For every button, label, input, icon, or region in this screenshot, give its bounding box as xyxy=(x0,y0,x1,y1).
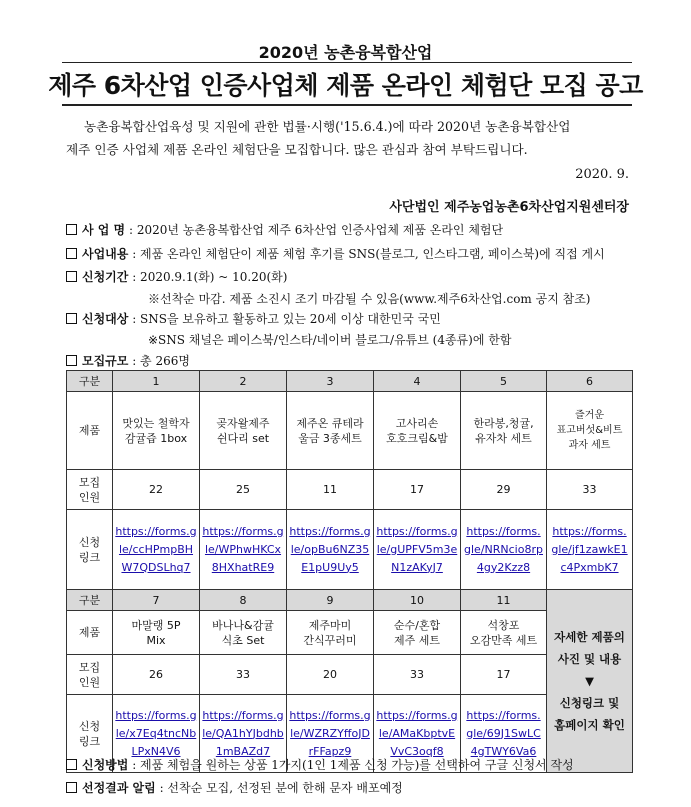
recruit-count: 29 xyxy=(461,470,547,510)
notice-date: 2020. 9. xyxy=(575,167,629,182)
footer-apply-method xyxy=(66,756,574,773)
recruit-count: 26 xyxy=(113,655,200,695)
product-name: 마말랭 5P Mix xyxy=(113,611,200,655)
recruit-count: 20 xyxy=(287,655,374,695)
detail-note-line-1: 자세한 제품의 사진 및 내용 xyxy=(554,630,625,666)
product-name: 맛있는 철학자 감귤즙 1box xyxy=(113,392,200,470)
down-arrow-icon: ▼ xyxy=(585,674,594,688)
footer-label: 선정결과 알림 xyxy=(82,781,156,795)
intro-line-2: 제주 인증 사업체 제품 온라인 체험단을 모집합니다. 많은 관심과 참여 부탁드립니다. xyxy=(66,142,528,157)
product-name: 즐거운 표고버섯&비트 과자 세트 xyxy=(547,392,633,470)
recruit-count: 11 xyxy=(287,470,374,510)
info-value: : 2020년 농촌융복합산업 제주 6차산업 인증사업체 제품 온라인 체험단 xyxy=(128,223,504,237)
product-no: 1 xyxy=(113,371,200,392)
divider-title xyxy=(62,104,632,106)
info-label: 신청대상 xyxy=(82,312,129,326)
checkbox-square-icon xyxy=(66,759,77,770)
product-no: 2 xyxy=(200,371,287,392)
checkbox-square-icon xyxy=(66,313,77,324)
info-label: 모집규모 xyxy=(82,354,129,368)
product-no: 9 xyxy=(287,590,374,611)
info-value: : 총 266명 xyxy=(132,354,190,368)
detail-note-line-2: 신청링크 및 홈페이지 확인 xyxy=(554,696,625,732)
page-title: 제주 6차산업 인증사업체 제품 온라인 체험단 모집 공고 xyxy=(48,71,643,100)
row-label-link: 신청 링크 xyxy=(67,510,113,590)
product-name: 석창포 오감만족 세트 xyxy=(461,611,547,655)
intro-line-1: 농촌융복합산업육성 및 지원에 관한 법률·시행('15.6.4.)에 따라 2020년 농촌융복합산업 xyxy=(84,119,571,134)
product-table xyxy=(66,370,633,773)
intro-paragraph xyxy=(66,115,632,161)
application-link[interactable]: https://forms.gle/NRNcio8rp4gy2Kzz8 xyxy=(461,510,547,590)
row-label-recruit: 모집 인원 xyxy=(67,470,113,510)
product-no: 6 xyxy=(547,371,633,392)
product-no: 7 xyxy=(113,590,200,611)
info-value: : SNS을 보유하고 활동하고 있는 20세 이상 대한민국 국민 xyxy=(132,312,441,326)
subtitle: 2020년 농촌융복합산업 xyxy=(258,43,433,62)
recruit-count: 17 xyxy=(374,470,461,510)
info-label: 신청기간 xyxy=(82,270,129,284)
row-label-link: 신청 링크 xyxy=(67,695,113,773)
application-link[interactable]: https://forms.gle/QA1hYJbdhb1mBAZd7 xyxy=(200,695,287,773)
product-no: 8 xyxy=(200,590,287,611)
product-no: 10 xyxy=(374,590,461,611)
table-header-row-2 xyxy=(67,590,633,611)
period-note: ※선착순 마감. 제품 소진시 조기 마감될 수 있음(www.제주6차산업.com 공지 참조) xyxy=(148,292,591,306)
table-header-row xyxy=(67,371,633,392)
product-no: 4 xyxy=(374,371,461,392)
checkbox-square-icon xyxy=(66,248,77,259)
info-application-target xyxy=(66,310,441,327)
application-link[interactable]: https://forms.gle/jf1zawkE1c4PxmbK7 xyxy=(547,510,633,590)
product-name: 순수/혼합 제주 세트 xyxy=(374,611,461,655)
info-project-name xyxy=(66,221,503,238)
product-name: 바나나&감귤 식초 Set xyxy=(200,611,287,655)
product-no: 3 xyxy=(287,371,374,392)
product-name: 제주온 큐테라 울금 3종세트 xyxy=(287,392,374,470)
info-application-period xyxy=(66,268,287,285)
checkbox-square-icon xyxy=(66,355,77,366)
checkbox-square-icon xyxy=(66,224,77,235)
recruit-count: 17 xyxy=(461,655,547,695)
info-project-content xyxy=(66,245,605,262)
info-value: : 2020.9.1(화) ~ 10.20(화) xyxy=(132,270,288,284)
row-label-header: 구분 xyxy=(67,371,113,392)
recruit-count: 22 xyxy=(113,470,200,510)
recruit-count: 33 xyxy=(547,470,633,510)
footer-value: : 제품 체험을 원하는 상품 1가지(1인 1제품 신청 가능)를 선택하여 구글 신청서 작성 xyxy=(132,758,574,772)
table-row-link xyxy=(67,510,633,590)
info-recruit-size xyxy=(66,352,190,369)
info-value: : 제품 온라인 체험단이 제품 체험 후기를 SNS(블로그, 인스타그램, 페이스북)에 직접 게시 xyxy=(132,247,605,261)
product-name: 고사리손 호호크림&밤 xyxy=(374,392,461,470)
row-label-header: 구분 xyxy=(67,590,113,611)
recruit-count: 25 xyxy=(200,470,287,510)
info-label: 사업내용 xyxy=(82,247,129,261)
application-link[interactable]: https://forms.gle/AMaKbptvEVvC3oqf8 xyxy=(374,695,461,773)
product-name: 제주마미 간식꾸러미 xyxy=(287,611,374,655)
application-link[interactable]: https://forms.gle/gUPFV5m3eN1zAKyJ7 xyxy=(374,510,461,590)
product-no: 11 xyxy=(461,590,547,611)
footer-selection-notice xyxy=(66,779,403,796)
table-row-recruit xyxy=(67,470,633,510)
application-link[interactable]: https://forms.gle/x7Eq4tncNbLPxN4V6 xyxy=(113,695,200,773)
detail-note xyxy=(547,590,633,773)
divider-top xyxy=(62,62,632,63)
target-note: ※SNS 채널은 페이스북/인스타/네이버 블로그/유튜브 (4종류)에 한함 xyxy=(148,333,512,347)
checkbox-square-icon xyxy=(66,782,77,793)
info-label: 사 업 명 xyxy=(82,223,126,237)
footer-value: : 선착순 모집, 선정된 분에 한해 문자 배포예정 xyxy=(159,781,403,795)
application-link[interactable]: https://forms.gle/WPhwHKCx8HXhatRE9 xyxy=(200,510,287,590)
recruit-count: 33 xyxy=(374,655,461,695)
footer-label: 신청방법 xyxy=(82,758,129,772)
application-link[interactable]: https://forms.gle/ccHPmpBHW7QDSLhq7 xyxy=(113,510,200,590)
table-row-product xyxy=(67,392,633,470)
product-name: 곶자왈제주 쉰다리 set xyxy=(200,392,287,470)
organization-name: 사단법인 제주농업농촌6차산업지원센터장 xyxy=(389,200,629,215)
application-link[interactable]: https://forms.gle/WZRZYffoJDrFFapz9 xyxy=(287,695,374,773)
application-link[interactable]: https://forms.gle/opBu6NZ35E1pU9Uy5 xyxy=(287,510,374,590)
checkbox-square-icon xyxy=(66,271,77,282)
row-label-product: 제품 xyxy=(67,392,113,470)
recruit-count: 33 xyxy=(200,655,287,695)
application-link[interactable]: https://forms.gle/69J1SwLC4gTWY6Va6 xyxy=(461,695,547,773)
product-no: 5 xyxy=(461,371,547,392)
product-name: 한라봉,청귤, 유자차 세트 xyxy=(461,392,547,470)
row-label-product: 제품 xyxy=(67,611,113,655)
row-label-recruit: 모집 인원 xyxy=(67,655,113,695)
